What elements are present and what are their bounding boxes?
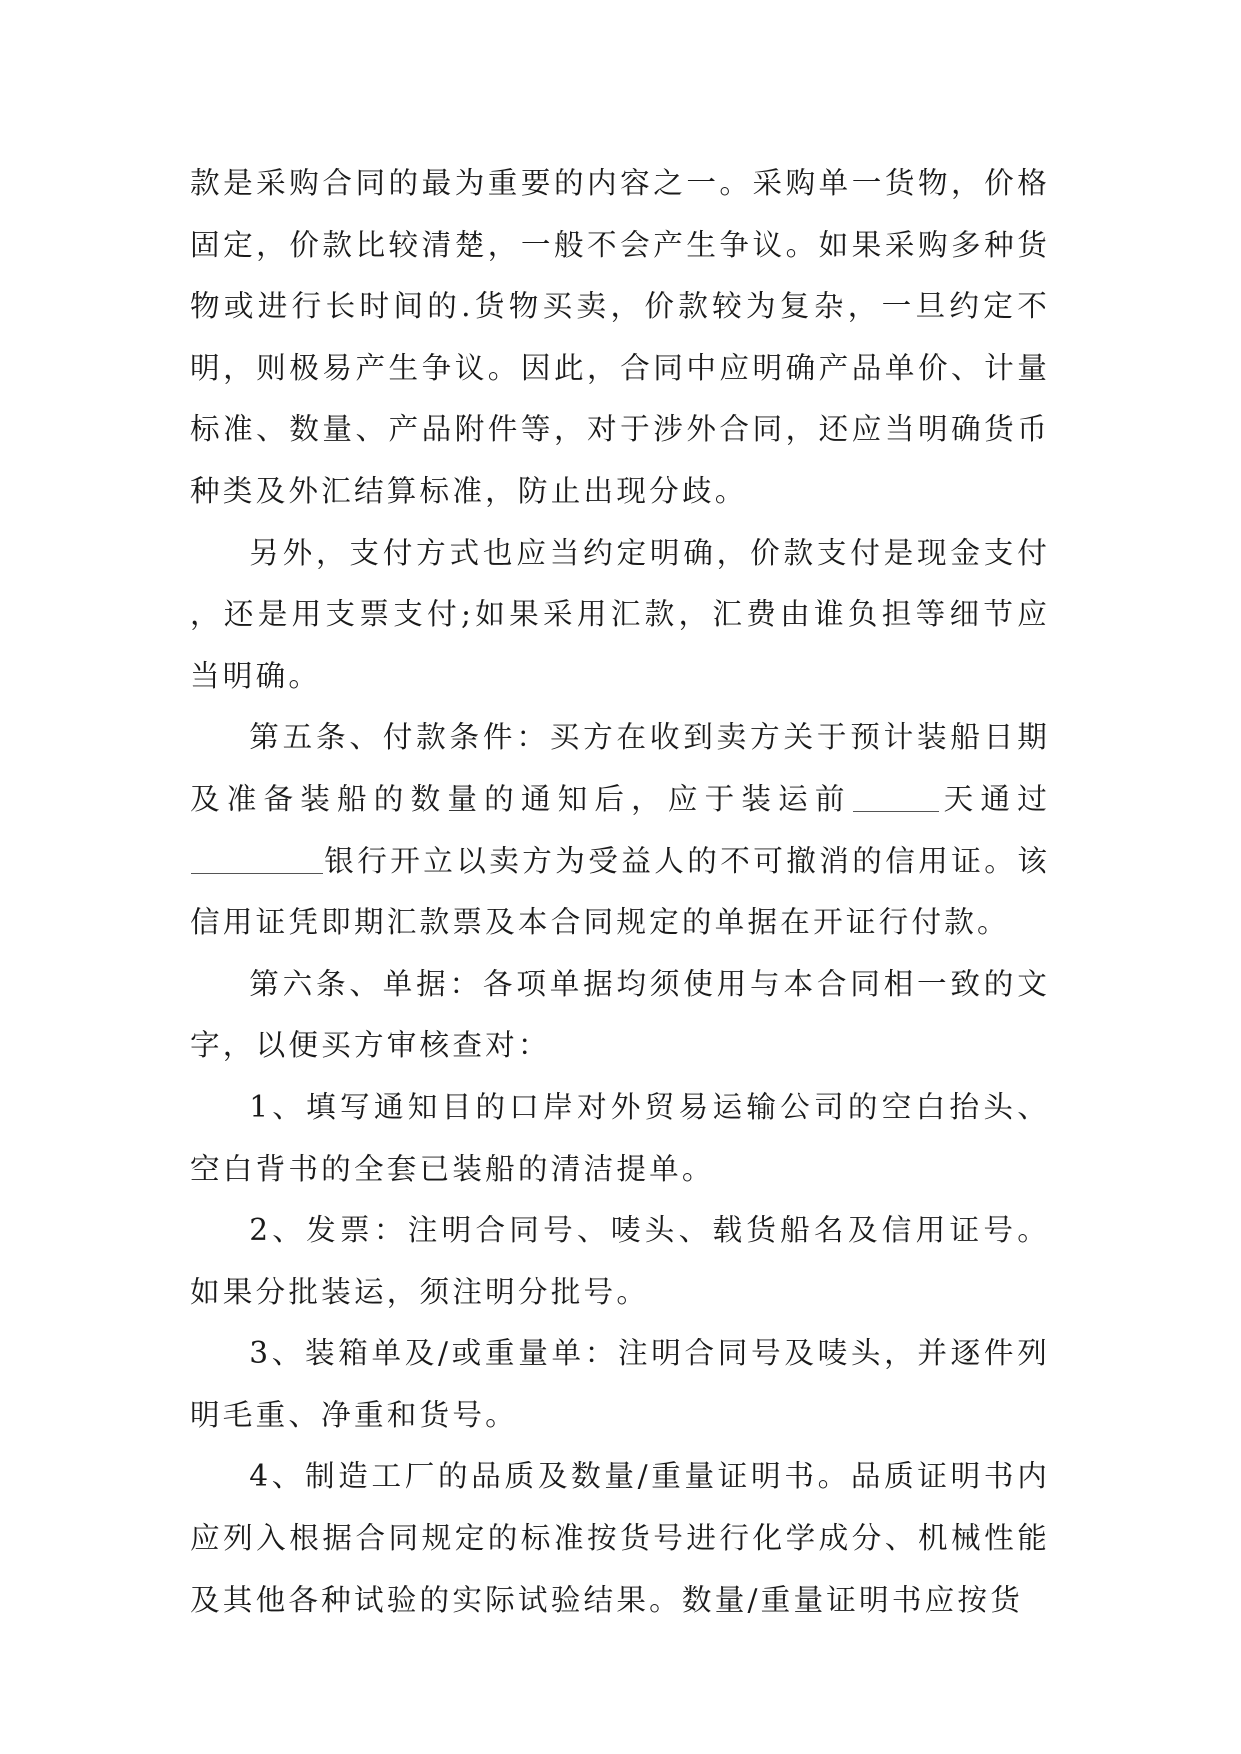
bank-blank-line bbox=[191, 843, 323, 874]
paragraph-article-5-payment-conditions bbox=[190, 707, 1050, 953]
paragraph-item-2-invoice: 2、发票：注明合同号、唛头、载货船名及信用证号。如果分批装运，须注明分批号。 bbox=[190, 1213, 1050, 1309]
paragraph-item-3-packing-list: 3、装箱单及/或重量单：注明合同号及唛头，并逐件列明毛重、净重和货号。 bbox=[190, 1336, 1050, 1432]
article-5-text-part2: 天通过 bbox=[939, 781, 1050, 816]
paragraph-payment-method: 另外，支付方式也应当约定明确，价款支付是现金支付，还是用支票支付;如果采用汇款，汇费由谁负担等细节应当明确。 bbox=[190, 535, 1050, 693]
paragraph-price-terms: 款是采购合同的最为重要的内容之一。采购单一货物，价格固定，价款比较清楚，一般不会产生争议。如果采购多种货物或进行长时间的.货物买卖，价款较为复杂，一旦约定不明，则极易产生争议。因此，合同中应明确产品单价、计量标准、数量、产品附件等，对于涉外合同，还应当明确货币种类及外汇结算标准，防止出现分歧。 bbox=[190, 166, 1050, 508]
days-blank-line bbox=[853, 782, 939, 813]
paragraph-item-1-bill-of-lading: 1、填写通知目的口岸对外贸易运输公司的空白抬头、空白背书的全套已装船的清洁提单。 bbox=[190, 1089, 1050, 1186]
document-body bbox=[190, 153, 1050, 1631]
article-5-text-part1: 第五条、付款条件：买方在收到卖方关于预计装船日期及准备装船的数量的通知后，应于装运前 bbox=[190, 720, 1050, 816]
article-5-text-part3: 银行开立以卖方为受益人的不可撤消的信用证。该信用证凭即期汇款票及本合同规定的单据在开证行付款。 bbox=[190, 843, 1050, 940]
paragraph-item-4-certificate: 4、制造工厂的品质及数量/重量证明书。品质证明书内应列入根据合同规定的标准按货号进行化学成分、机械性能及其他各种试验的实际试验结果。数量/重量证明书应按货 bbox=[190, 1459, 1050, 1617]
paragraph-article-6-documents: 第六条、单据：各项单据均须使用与本合同相一致的文字，以便买方审核查对： bbox=[190, 966, 1050, 1063]
